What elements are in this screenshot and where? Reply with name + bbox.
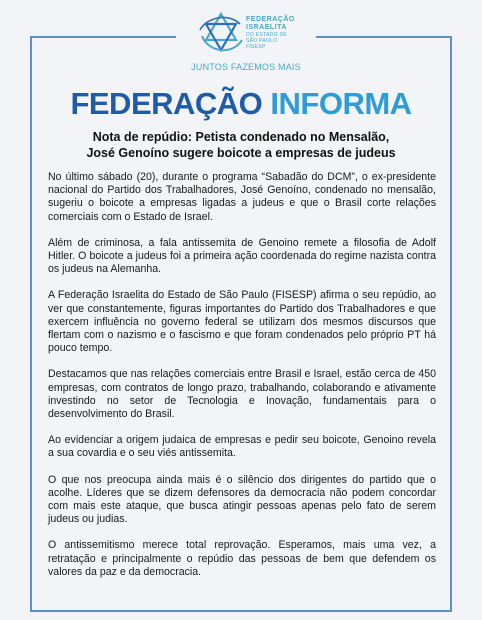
paragraph: Além de criminosa, a fala antissemita de Genoino remete a filosofia de Adolf Hitler. O boicote a judeus foi a primeira ação coordenada do regime nazista contra os judeus na Alemanha.: [48, 236, 436, 276]
logo-line: FISESP: [246, 44, 266, 50]
star-of-david-icon: [198, 10, 244, 58]
note-body: [48, 171, 436, 592]
page-title: [0, 86, 482, 122]
logo-line: DO ESTADO DE: [246, 32, 288, 38]
subtitle-line: José Genoíno sugere boicote a empresas de judeus: [86, 146, 396, 160]
paragraph: A Federação Israelita do Estado de São Paulo (FISESP) afirma o seu repúdio, ao ver que constantemente, figuras importantes do Partido dos Trabalhadores e que exercem influência no governo federal se utilizam dos mesmos discursos que flertam com o nazismo e o fascismo e que foram condenados pelo próprio PT há pouco tempo.: [48, 289, 436, 355]
logo-line: SÃO PAULO: [246, 38, 278, 44]
title-word-federacao: FEDERAÇÃO: [70, 86, 263, 121]
note-subtitle: [50, 129, 432, 161]
paragraph: O que nos preocupa ainda mais é o silêncio dos dirigentes do partido que o acolhe. Líderes que se dizem defensores da democracia não podem concordar com mais este ataque, que busca atingir pessoas apenas pelo fato de serem judeus ou judias.: [48, 473, 436, 526]
paragraph: Ao evidenciar a origem judaica de empresas e pedir seu boicote, Genoino revela a sua covardia e o seu viés antissemita.: [48, 434, 436, 460]
fisesp-logo: [176, 6, 316, 78]
paragraph: No último sábado (20), durante o programa “Sabadão do DCM”, o ex-presidente nacional do Partido dos Trabalhadores, José Genoíno, condenado no mensalão, sugeriu o boicote a empresas ligadas a judeus e que o Brasil corte relações comerciais com o Estado de Israel.: [48, 171, 436, 223]
logo-line: FEDERAÇÃO: [246, 16, 295, 23]
logo-tagline: JUNTOS FAZEMOS MAIS: [191, 62, 301, 72]
logo-line: ISRAELITA: [246, 24, 287, 31]
paragraph: O antissemitismo merece total reprovação. Esperamos, mais uma vez, a retratação e principalmente o repúdio das pessoas de bem que defendem os valores da paz e da democracia.: [48, 539, 436, 578]
subtitle-line: Nota de repúdio: Petista condenado no Mensalão,: [92, 130, 390, 144]
logo-org-name: [246, 16, 316, 50]
title-word-informa: INFORMA: [270, 86, 412, 121]
paragraph: Destacamos que nas relações comerciais entre Brasil e Israel, estão cerca de 450 empresas, com contratos de longo prazo, trabalhando, colaborando e ativamente investindo no setor de Tecnologia e Inovação, fundamentais para o desenvolvimento do Brasil.: [48, 368, 436, 421]
